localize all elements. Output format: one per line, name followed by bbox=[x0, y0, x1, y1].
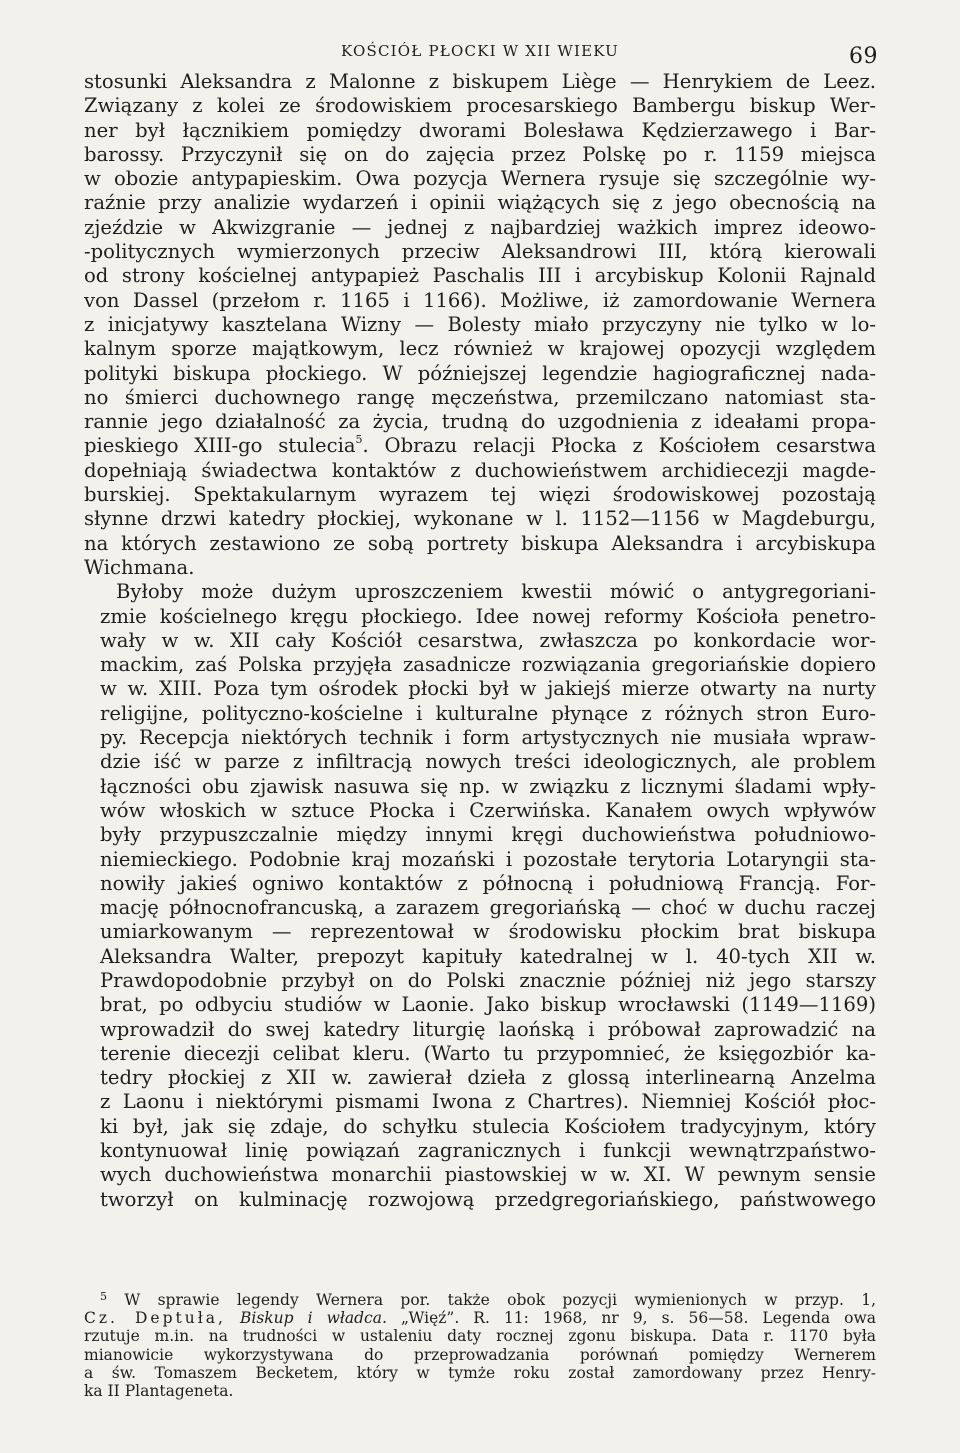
text-line: dzie iść w parze z infiltracją nowych treści ideologicznych, ale problem bbox=[100, 750, 876, 774]
text-line: kontynuował linię powiązań zagranicznych i funkcji wewnątrzpaństwo- bbox=[100, 1139, 876, 1163]
footnote-text: W sprawie legendy Wernera por. także obok pozycji wymienionych w przyp. 1, bbox=[124, 1291, 876, 1309]
main-text bbox=[84, 70, 876, 1212]
footnote-line bbox=[84, 1309, 876, 1327]
text-line: stosunki Aleksandra z Malonne z biskupem Liège — Henrykiem de Leez. bbox=[84, 70, 876, 93]
text-line: Aleksandra Walter, prepozyt kapituły katedralnej w l. 40-tych XII w. bbox=[100, 944, 876, 968]
text-line bbox=[84, 434, 876, 458]
text-line: brat, po odbyciu studiów w Laonie. Jako biskup wrocławski (1149—1169) bbox=[100, 993, 876, 1017]
text-line: tworzył on kulminację rozwojową przedgregoriańskiego, państwowego bbox=[100, 1187, 876, 1211]
text-line: łączności obu zjawisk nasuwa się np. w związku z licznymi śladami wpły- bbox=[100, 774, 876, 798]
footnote-number: 5 bbox=[100, 1290, 107, 1303]
page-number: 69 bbox=[849, 44, 878, 69]
footnote-line: ka II Plantageneta. bbox=[84, 1382, 234, 1401]
text-line: raźnie przy analizie wydarzeń i opinii wiążących się z jego obecnością na bbox=[84, 191, 876, 215]
text-line: umiarkowanym — reprezentował w środowisku płockim brat biskupa bbox=[100, 920, 876, 944]
text-line: mację północnofrancuską, a zarazem gregoriańską — choć w duchu raczej bbox=[100, 896, 876, 920]
text-line: tedry płockiej z XII w. zawierał dzieła z glossą interlinearną Anzelma bbox=[100, 1066, 876, 1090]
text-line: zjeździe w Akwizgranie — jednej z najbardziej ważkich imprez ideowo- bbox=[84, 215, 876, 239]
footnote-text: „Więź”. R. 11: 1968, nr 9, s. 56—58. Legenda owa bbox=[400, 1309, 876, 1328]
text-fragment: pieskiego XIII-go stulecia bbox=[84, 434, 356, 458]
text-line: słynne drzwi katedry płockiej, wykonane w l. 1152—1156 w Magdeburgu, bbox=[84, 507, 876, 531]
footnote-5 bbox=[84, 1291, 876, 1400]
text-line: Związany z kolei ze środowiskiem procesarskiego Bambergu biskup Wer- bbox=[84, 94, 876, 118]
footnote-author: Cz. Deptuła, bbox=[84, 1309, 226, 1328]
text-line: mackim, zaś Polska przyjęła zasadnicze rozwiązania gregoriańskie dopiero bbox=[100, 653, 876, 677]
text-fragment: . Obrazu relacji Płocka z Kościołem cesarstwa bbox=[362, 434, 877, 458]
text-line: w w. XIII. Poza tym ośrodek płocki był w jakiejś mierze otwarty na nurty bbox=[100, 677, 876, 701]
text-line: polityki biskupa płockiego. W późniejszej legendzie hagiograficznej nada- bbox=[84, 361, 876, 385]
text-line: wów włoskich w sztuce Płocka i Czerwińska. Kanałem owych wpływów bbox=[100, 798, 876, 822]
text-line: na których zestawiono ze sobą portrety biskupa Aleksandra i arcybiskupa bbox=[84, 531, 876, 555]
text-line: zmie kościelnego kręgu płockiego. Idee nowej reformy Kościoła penetro- bbox=[100, 604, 876, 628]
text-line: z inicjatywy kasztelana Wizny — Bolesty miało przyczyny nie tylko w lo- bbox=[84, 312, 876, 336]
text-line: barossy. Przyczynił się on do zajęcia przez Polskę po r. 1159 miejsca bbox=[84, 142, 876, 166]
text-line: -politycznych wymierzonych przeciw Aleksandrowi III, którą kierowali bbox=[84, 240, 876, 264]
text-line: dopełniają świadectwa kontaktów z duchowieństwem archidiecezji magde- bbox=[84, 458, 876, 482]
text-line: ner był łącznikiem pomiędzy dworami Bolesława Kędzierzawego i Bar- bbox=[84, 118, 876, 142]
text-line: nowiły jakieś ogniwo kontaktów z północną i południową Francją. For- bbox=[100, 871, 876, 895]
text-line: terenie diecezji celibat kleru. (Warto tu przypomnieć, że księgozbiór ka- bbox=[100, 1041, 876, 1065]
text-line: wały w w. XII cały Kościół cesarstwa, zwłaszcza po konkordacie wor- bbox=[100, 628, 876, 652]
footnote-line bbox=[84, 1291, 876, 1309]
running-title: KOŚCIÓŁ PŁOCKI W XII WIEKU bbox=[341, 42, 619, 60]
text-line: wprowadził do swej katedry liturgię laońską i próbował zaprowadzić na bbox=[100, 1017, 876, 1041]
footnote-line: rzutuje m.in. na trudności w ustaleniu daty rocznej zgonu biskupa. Data r. 1170 była bbox=[84, 1327, 876, 1346]
text-line: wych duchowieństwa monarchii piastowskiej w w. XI. W pewnym sensie bbox=[100, 1163, 876, 1187]
text-line: od strony kościelnej antypapież Paschalis III i arcybiskup Kolonii Rajnald bbox=[84, 264, 876, 288]
text-line: w obozie antypapieskim. Owa pozycja Wernera rysuje się szczególnie wy- bbox=[84, 167, 876, 191]
paragraph-2 bbox=[84, 580, 876, 1212]
text-line: no śmierci duchownego rangę męczeństwa, przemilczano natomiast sta- bbox=[84, 385, 876, 409]
footnote-reference[interactable]: 5 bbox=[355, 433, 363, 447]
footnote-line: mianowicie wykorzystywana do przeprowadzania porównań pomiędzy Wernerem bbox=[84, 1345, 876, 1364]
text-line: kalnym sporze majątkowym, lecz również w krajowej opozycji względem bbox=[84, 337, 876, 361]
text-line: Byłoby może dużym uproszczeniem kwestii mówić o antygregoriani- bbox=[116, 580, 876, 604]
footnote-line: a św. Tomaszem Becketem, który w tymże roku został zamordowany przez Henry- bbox=[84, 1363, 876, 1382]
text-line: niemieckiego. Podobnie kraj mozański i pozostałe terytoria Lotaryngii sta- bbox=[100, 847, 876, 871]
paragraph-1 bbox=[84, 70, 876, 580]
text-line: burskiej. Spektakularnym wyrazem tej więzi środowiskowej pozostają bbox=[84, 483, 876, 507]
text-line: Prawdopodobnie przybył on do Polski znacznie później niż jego starszy bbox=[100, 968, 876, 992]
text-line: py. Recepcja niektórych technik i form artystycznych nie musiała wpraw- bbox=[100, 726, 876, 750]
text-line: z Laonu i niektórymi pismami Iwona z Chartres). Niemniej Kościół płoc- bbox=[100, 1090, 876, 1114]
text-line: ki był, jak się zdaje, do schyłku stulecia Kościołem tradycyjnym, który bbox=[100, 1114, 876, 1138]
footnote-title: Biskup i władca. bbox=[239, 1309, 387, 1328]
text-line: Wichmana. bbox=[84, 555, 195, 579]
text-line: rannie jego działalność za życia, trudną do uzgodnienia z ideałami propa- bbox=[84, 410, 876, 434]
text-line: religijne, polityczno-kościelne i kulturalne płynące z różnych stron Euro- bbox=[100, 701, 876, 725]
text-line: były przypuszczalnie między innymi kręgi duchowieństwa południowo- bbox=[100, 823, 876, 847]
text-line: von Dassel (przełom r. 1165 i 1166). Możliwe, iż zamordowanie Wernera bbox=[84, 288, 876, 312]
